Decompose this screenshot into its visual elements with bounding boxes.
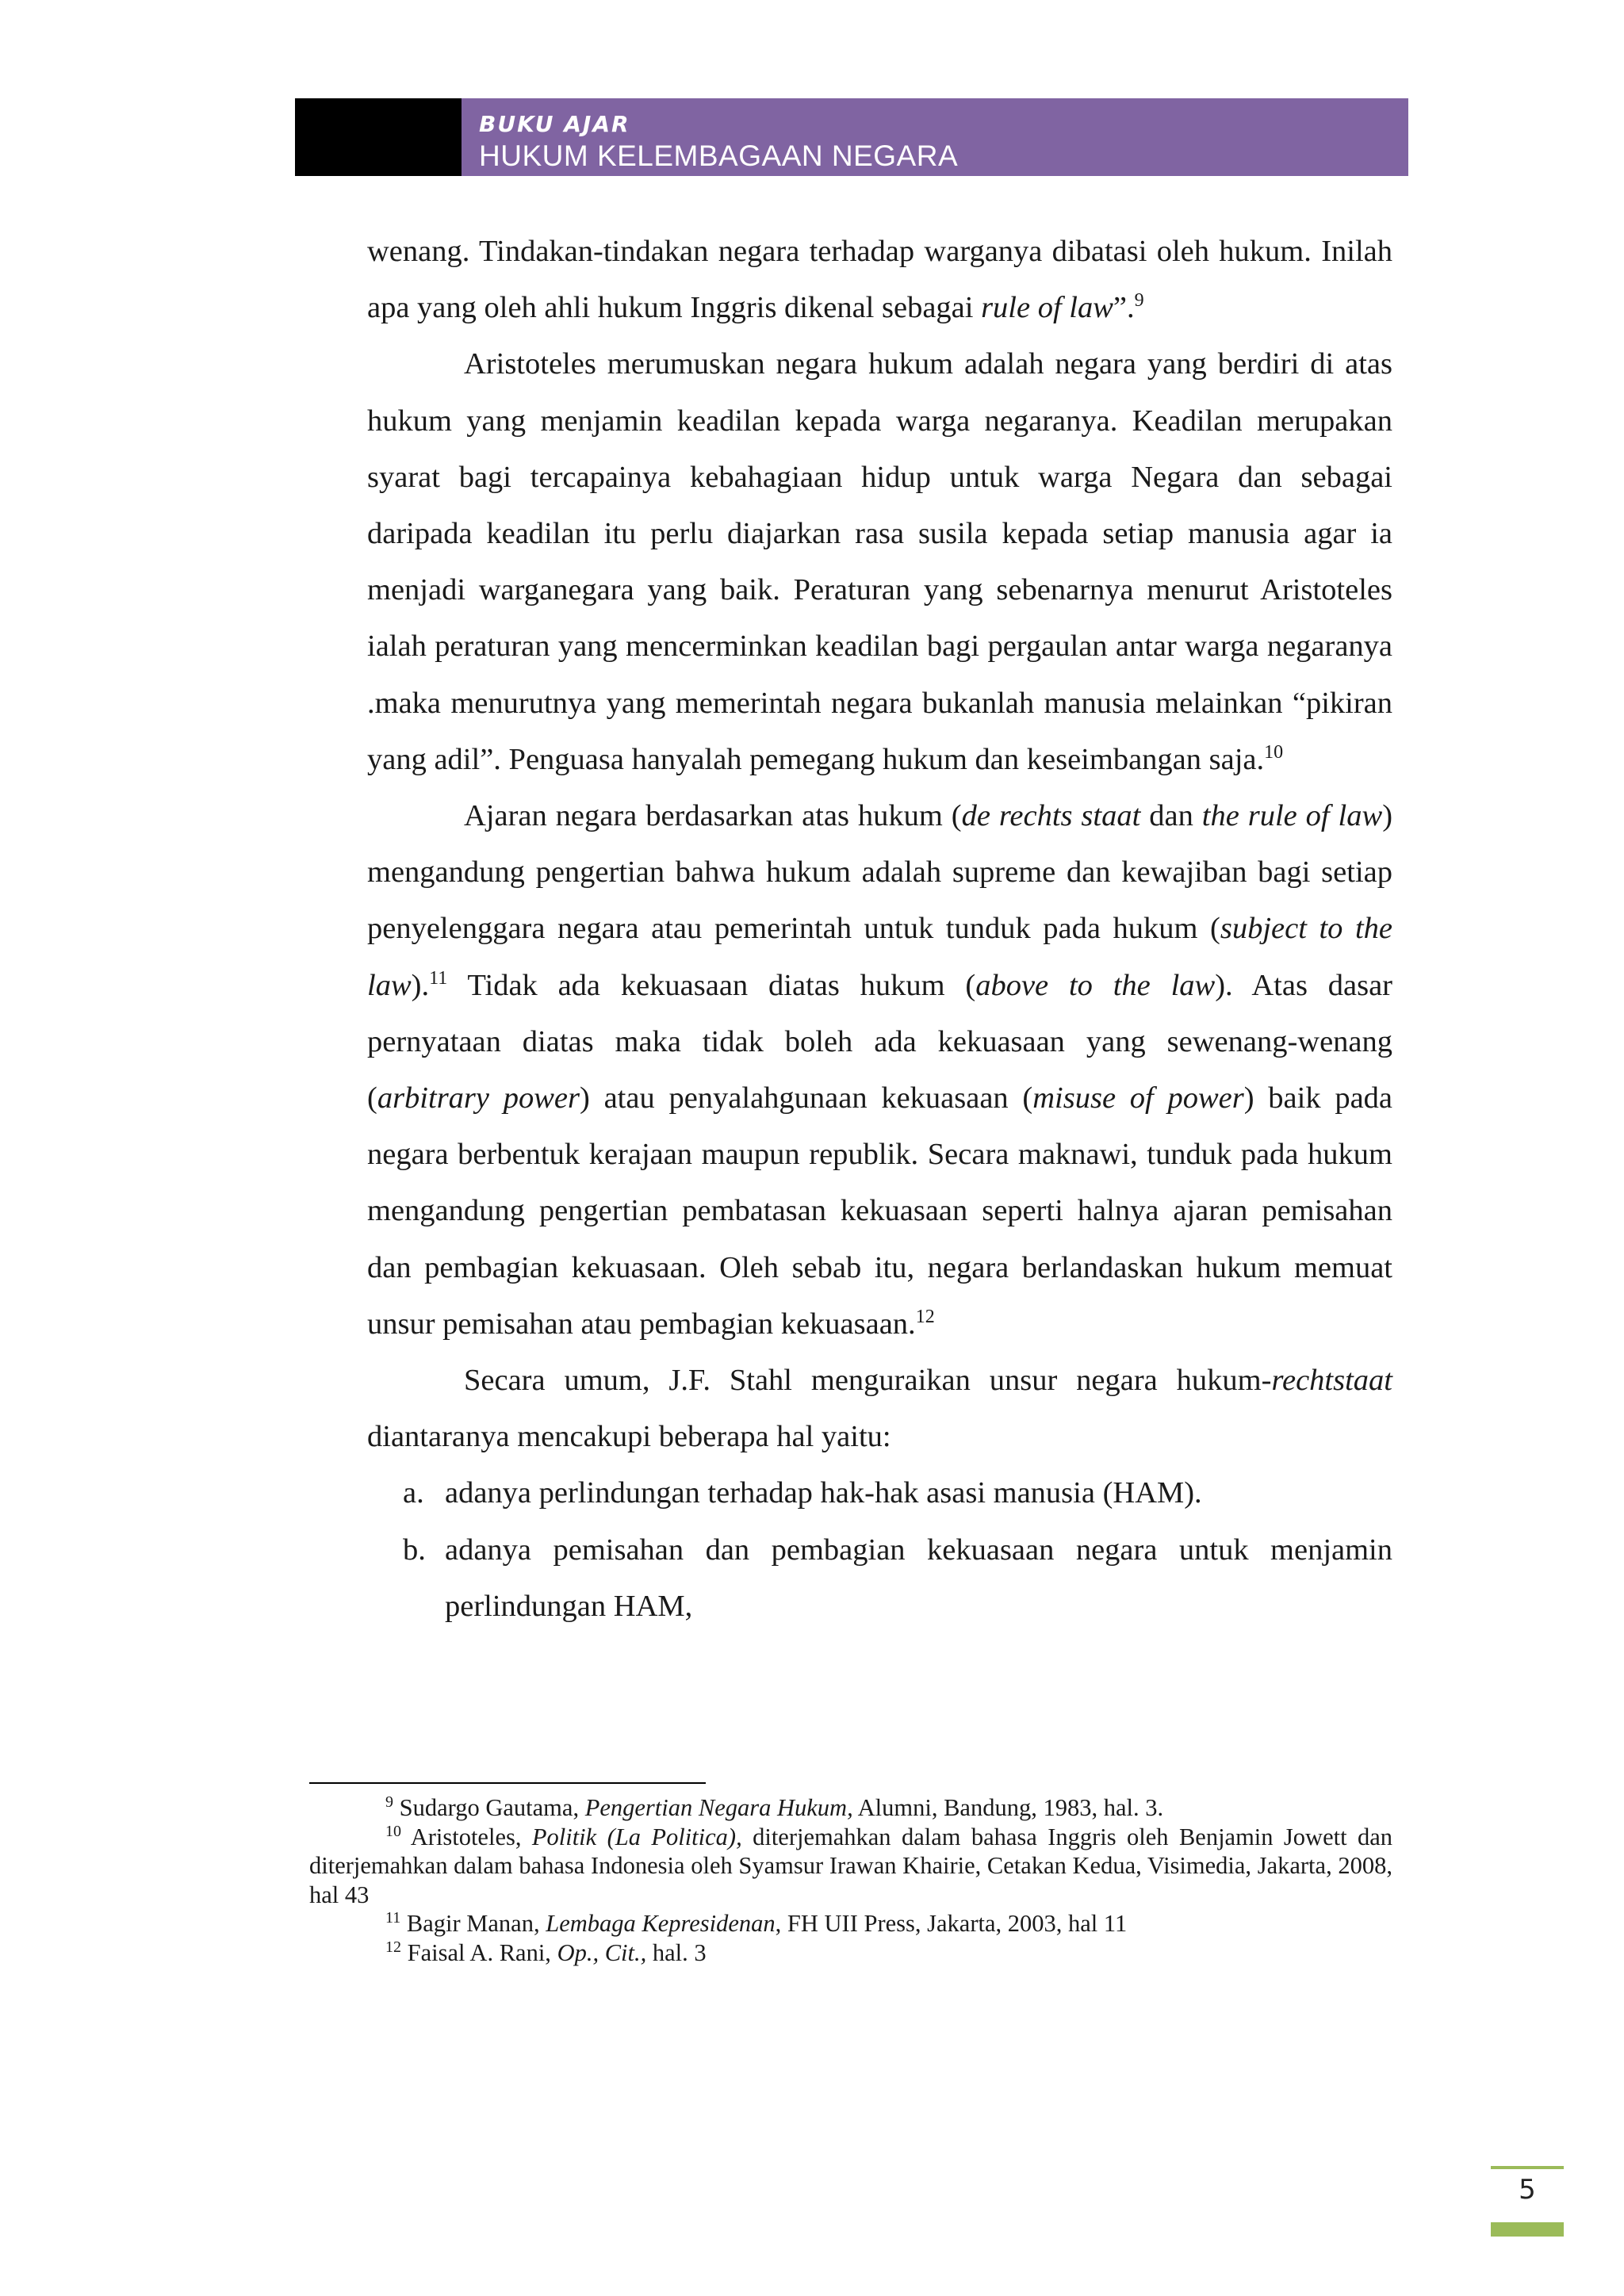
header-banner	[462, 98, 1408, 176]
page-number-top-line	[1491, 2166, 1564, 2169]
footnote-10: $^{10}$ Aristoteles, Politik (La Politica), diterjemahkan dalam bahasa Inggris oleh Benjamin Jowett dan diterjemahkan dalam bahasa Indonesia oleh Syamsur Irawan Khairie, Cetakan Kedua, Visimedia, Jakarta, 2008, hal 43	[309, 1822, 1392, 1908]
list-marker: b.	[403, 1533, 426, 1567]
list-item-text: adanya perlindungan terhadap hak-hak asasi manusia (HAM).	[445, 1476, 1202, 1510]
paragraph-4: Secara umum, J.F. Stahl menguraikan unsur negara hukum-rechtstaat diantaranya mencakupi beberapa hal yaitu:	[367, 1364, 1392, 1454]
footnote-ref-11[interactable]: 11	[429, 967, 448, 989]
book-title: HUKUM KELEMBAGAAN NEGARA	[479, 140, 959, 172]
footnotes	[309, 1793, 1392, 1967]
footnote-ref-9[interactable]: 9	[1134, 290, 1144, 312]
paragraph-3: Ajaran negara berdasarkan atas hukum (de rechts staat dan the rule of law) mengandung pengertian bahwa hukum adalah supreme dan kewajiban bagi setiap penyelenggara negara atau pemerintah untuk tunduk pada hukum (subject to the law).$^{11}$ Tidak ada kekuasaan diatas hukum (above to the law). Atas dasar pernyataan diatas maka tidak boleh ada kekuasaan yang sewenang-wenang (arbitrary power) atau penyalahgunaan kekuasaan (misuse of power) baik pada negara berbentuk kerajaan maupun republik. Secara maknawi, tunduk pada hukum mengandung pengertian pembatasan kekuasaan seperti halnya ajaran pemisahan dan pembagian kekuasaan. Oleh sebab itu, negara berlandaskan hukum memuat unsur pemisahan atau pembagian kekuasaan.$^{12}$	[367, 799, 1393, 1341]
page-number-bar	[1491, 2222, 1564, 2237]
page-number: 5	[1519, 2174, 1536, 2206]
footnote-ref-10[interactable]: 10	[1264, 742, 1284, 763]
footnote-ref-12[interactable]: 12	[915, 1307, 935, 1328]
footnote-11: $^{11}$ Bagir Manan, Lembaga Kepresidenan, FH UII Press, Jakarta, 2003, hal 11	[385, 1908, 1128, 1937]
footnote-9: $^9$ Sudargo Gautama, Pengertian Negara Hukum, Alumni, Bandung, 1983, hal. 3.	[385, 1793, 1164, 1821]
book-label: BUKU AJAR	[479, 111, 630, 137]
list-item	[367, 1522, 1392, 1635]
footnote-12: $^{12}$ Faisal A. Rani, Op., Cit., hal. 3	[385, 1938, 707, 1966]
list-item-text: adanya pemisahan dan pembagian kekuasaan negara untuk menjamin perlindungan HAM,	[445, 1533, 1392, 1623]
paragraph-2: Aristoteles merumuskan negara hukum adalah negara yang berdiri di atas hukum yang menjamin keadilan kepada warga negaranya. Keadilan merupakan syarat bagi tercapainya kebahagiaan hidup untuk warga Negara dan sebagai daripada keadilan itu perlu diajarkan rasa susila kepada setiap manusia agar ia menjadi warganegara yang baik. Peraturan yang sebenarnya menurut Aristoteles ialah peraturan yang mencerminkan keadilan bagi pergaulan antar warga negaranya .maka menurutnya yang memerintah negara bukanlah manusia melainkan “pikiran yang adil”. Penguasa hanyalah pemegang hukum dan keseimbangan saja.$^{10}$	[367, 347, 1392, 776]
footnote-separator	[309, 1782, 706, 1784]
paragraph-1: wenang. Tindakan-tindakan negara terhadap warganya dibatasi oleh hukum. Inilah apa yang oleh ahli hukum Inggris dikenal sebagai rule of law”.$^9$	[367, 235, 1392, 325]
list-item	[367, 1465, 1392, 1521]
header-black-block	[295, 98, 462, 176]
list-marker: a.	[403, 1476, 424, 1510]
main-text	[367, 224, 1392, 1635]
